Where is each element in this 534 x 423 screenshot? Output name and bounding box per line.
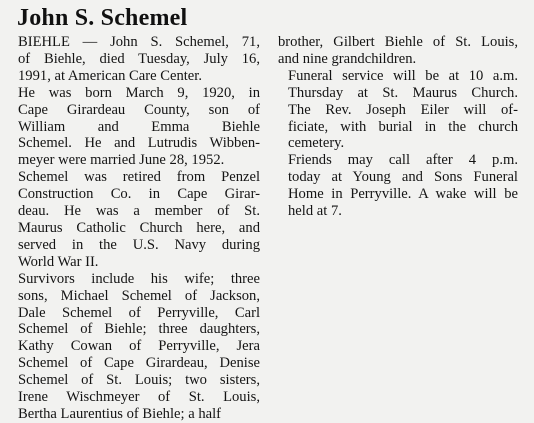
text-line: Dale Schemel of Perryville, Carl [18, 304, 260, 321]
text-line: World War II. [18, 253, 99, 270]
text-line: William and Emma Biehle [18, 118, 260, 135]
text-line: Friends may call after 4 p.m. [288, 152, 518, 169]
text-line: Funeral service will be at 10 a.m. [288, 67, 518, 84]
text-line: Cape Girardeau County, son of [18, 101, 260, 118]
text-line: Home in Perryville. A wake will be [288, 186, 518, 203]
text-line: Bertha Laurentius of Biehle; a half [18, 405, 222, 422]
right-column [278, 34, 518, 423]
text-line: held at 7. [288, 203, 342, 220]
paragraph [8, 85, 260, 170]
text-line: Thursday at St. Maurus Church. [288, 84, 518, 101]
text-line: and nine grandchildren. [278, 50, 417, 67]
text-line: Schemel. He and Lutrudis Wibben- [18, 135, 260, 152]
text-line: 1991, at American Care Center. [18, 67, 202, 84]
paragraph [278, 68, 518, 153]
text-line: meyer were married June 28, 1952. [18, 152, 225, 169]
text-line: sons, Michael Schemel of Jackson, [18, 287, 260, 304]
text-line: Survivors include his wife; three [18, 270, 260, 287]
text-line: Schemel of Biehle; three daughters, [18, 321, 260, 338]
text-line: Maurus Catholic Church here, and [18, 219, 260, 236]
text-line: served in the U.S. Navy during [18, 236, 260, 253]
text-line: ficiate, with burial in the church [288, 118, 518, 135]
text-line: brother, Gilbert Biehle of St. Louis, [278, 34, 518, 50]
text-line: BIEHLE — John S. Schemel, 71, [18, 34, 260, 50]
paragraph [278, 34, 518, 68]
article-columns [8, 34, 526, 423]
text-line: Construction Co. in Cape Girar- [18, 186, 260, 203]
paragraph [278, 152, 518, 220]
text-line: today at Young and Sons Funeral [288, 169, 518, 186]
obituary-headline: John S. Schemel [17, 5, 188, 31]
text-line: Schemel was retired from Penzel [18, 169, 260, 186]
text-line: of Biehle, died Tuesday, July 16, [18, 50, 260, 67]
text-line: Kathy Cowan of Perryville, Jera [18, 338, 260, 355]
paragraph [8, 34, 260, 85]
text-line: Irene Wischmeyer of St. Louis, [18, 389, 260, 406]
text-line: He was born March 9, 1920, in [18, 84, 260, 101]
paragraph [8, 169, 260, 270]
text-line: cemetery. [288, 135, 345, 152]
text-line: Schemel of St. Louis; two sisters, [18, 372, 260, 389]
paragraph [8, 271, 260, 423]
left-column [8, 34, 260, 423]
text-line: Schemel of Cape Girardeau, Denise [18, 355, 260, 372]
text-line: The Rev. Joseph Eiler will of- [288, 101, 518, 118]
text-line: deau. He was a member of St. [18, 203, 260, 220]
